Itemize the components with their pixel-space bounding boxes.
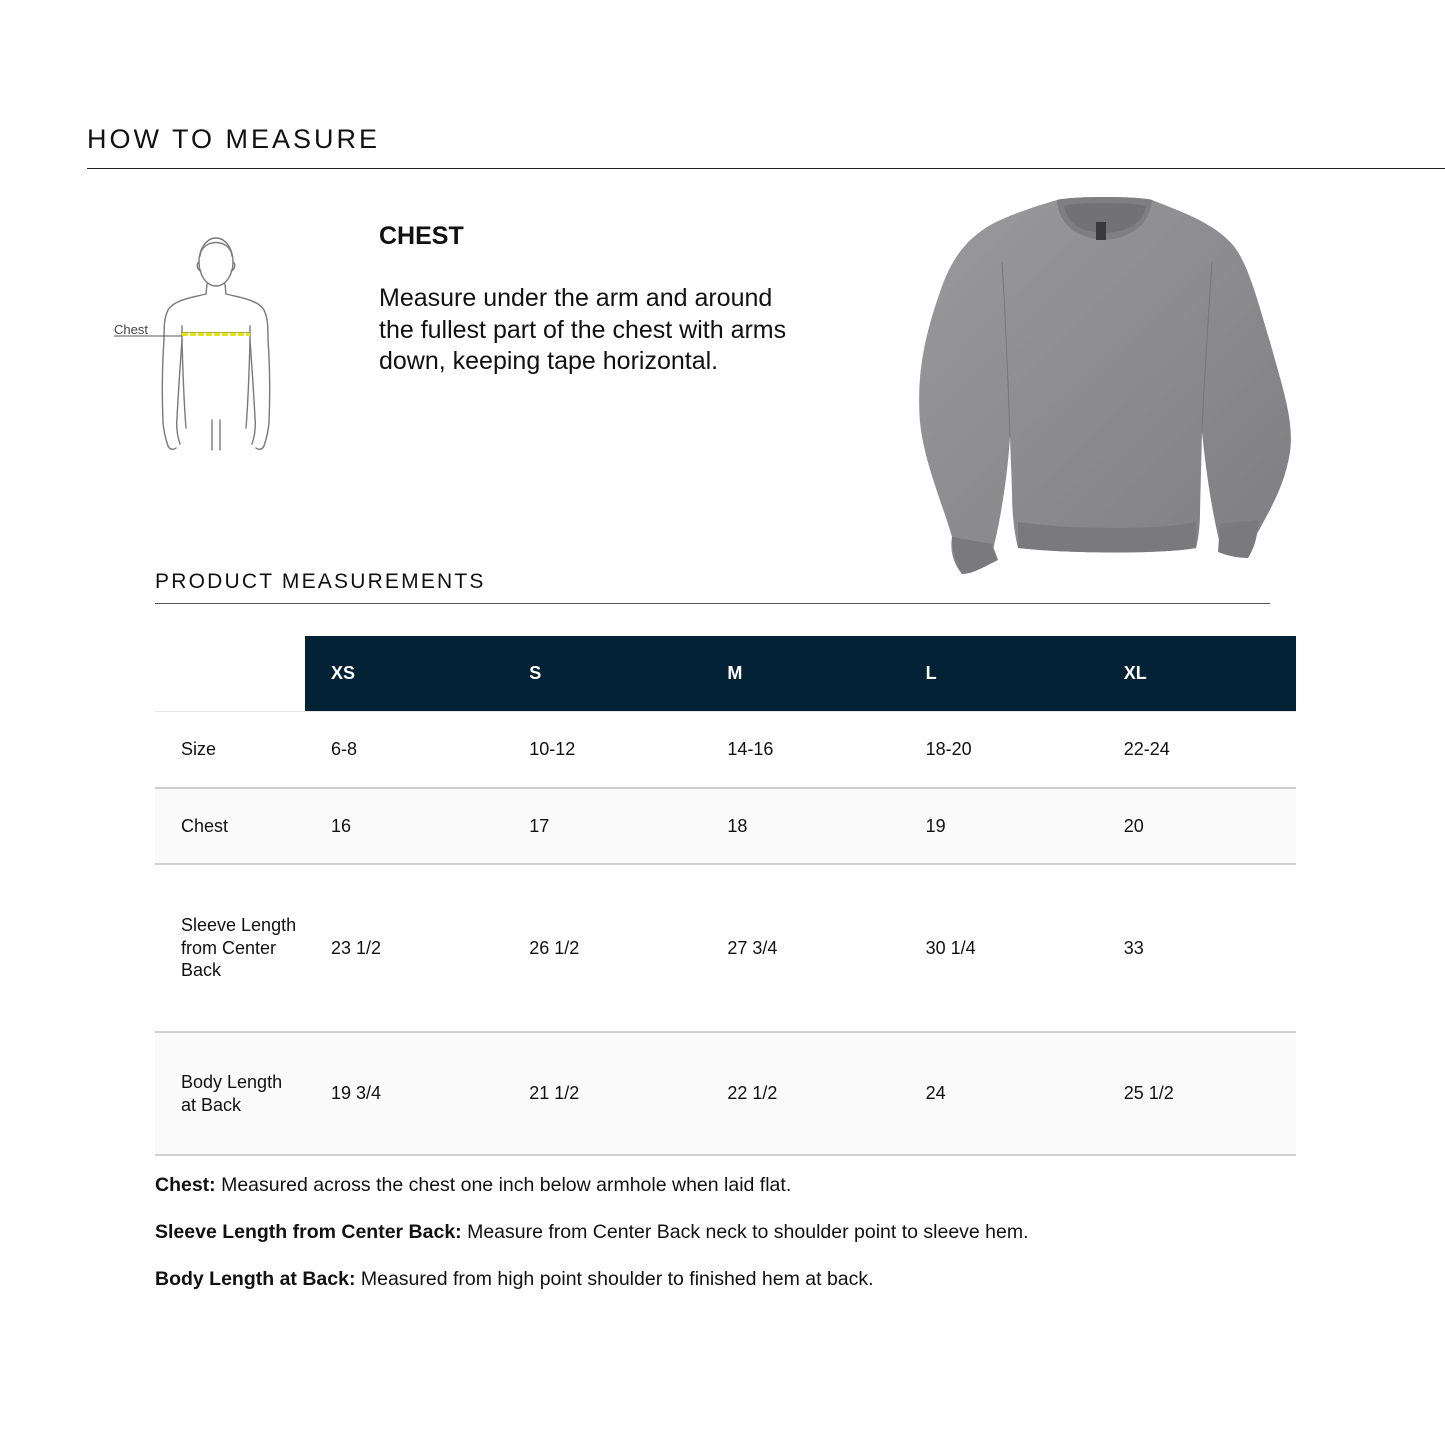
table-cell: 24 bbox=[900, 1032, 1098, 1155]
column-header: XS bbox=[305, 636, 503, 712]
column-header: S bbox=[503, 636, 701, 712]
section-divider bbox=[155, 603, 1270, 604]
table-cell: 33 bbox=[1098, 864, 1296, 1032]
row-label: Size bbox=[155, 712, 305, 789]
note-term: Chest: bbox=[155, 1174, 216, 1196]
chest-measure-figure bbox=[108, 228, 288, 460]
table-row bbox=[155, 712, 1296, 789]
column-header: XL bbox=[1098, 636, 1296, 712]
table-cell: 10-12 bbox=[503, 712, 701, 789]
table-row bbox=[155, 1032, 1296, 1155]
note-term: Sleeve Length from Center Back: bbox=[155, 1221, 462, 1243]
note-text: Measured across the chest one inch below armhole when laid flat. bbox=[215, 1174, 792, 1196]
table-row bbox=[155, 864, 1296, 1032]
table-cell: 14-16 bbox=[701, 712, 899, 789]
row-label: Body Length at Back bbox=[155, 1032, 305, 1155]
table-cell: 16 bbox=[305, 788, 503, 864]
table-cell: 18-20 bbox=[900, 712, 1098, 789]
table-cell: 6-8 bbox=[305, 712, 503, 789]
table-cell: 20 bbox=[1098, 788, 1296, 864]
measure-title: CHEST bbox=[379, 222, 464, 250]
table-cell: 23 1/2 bbox=[305, 864, 503, 1032]
table-header-row bbox=[155, 636, 1296, 712]
note-sleeve-length bbox=[155, 1221, 1029, 1244]
table-cell: 30 1/4 bbox=[900, 864, 1098, 1032]
row-label: Chest bbox=[155, 788, 305, 864]
table-cell: 17 bbox=[503, 788, 701, 864]
table-cell: 21 1/2 bbox=[503, 1032, 701, 1155]
table-cell: 18 bbox=[701, 788, 899, 864]
table-cell: 22 1/2 bbox=[701, 1032, 899, 1155]
sweater-image bbox=[912, 192, 1298, 584]
note-body-length bbox=[155, 1268, 874, 1291]
table-cell: 22-24 bbox=[1098, 712, 1296, 789]
note-chest bbox=[155, 1174, 791, 1197]
size-chart-table bbox=[155, 636, 1296, 1156]
figure-chest-label: Chest bbox=[114, 322, 148, 337]
column-header: L bbox=[900, 636, 1098, 712]
product-measurements-heading: PRODUCT MEASUREMENTS bbox=[155, 570, 486, 593]
table-cell: 25 1/2 bbox=[1098, 1032, 1296, 1155]
note-text: Measured from high point shoulder to finished hem at back. bbox=[355, 1268, 874, 1290]
table-cell: 27 3/4 bbox=[701, 864, 899, 1032]
page-title: HOW TO MEASURE bbox=[87, 124, 381, 154]
measure-description: Measure under the arm and around the fullest part of the chest with arms down, keeping tape horizontal. bbox=[379, 284, 787, 375]
note-term: Body Length at Back: bbox=[155, 1268, 356, 1290]
table-row bbox=[155, 788, 1296, 864]
column-header: M bbox=[701, 636, 899, 712]
table-cell: 19 3/4 bbox=[305, 1032, 503, 1155]
note-text: Measure from Center Back neck to shoulder point to sleeve hem. bbox=[461, 1221, 1029, 1243]
title-divider bbox=[87, 168, 1445, 169]
header-blank-cell bbox=[155, 636, 305, 712]
table-cell: 19 bbox=[900, 788, 1098, 864]
table-cell: 26 1/2 bbox=[503, 864, 701, 1032]
row-label: Sleeve Length from Center Back bbox=[155, 864, 305, 1032]
